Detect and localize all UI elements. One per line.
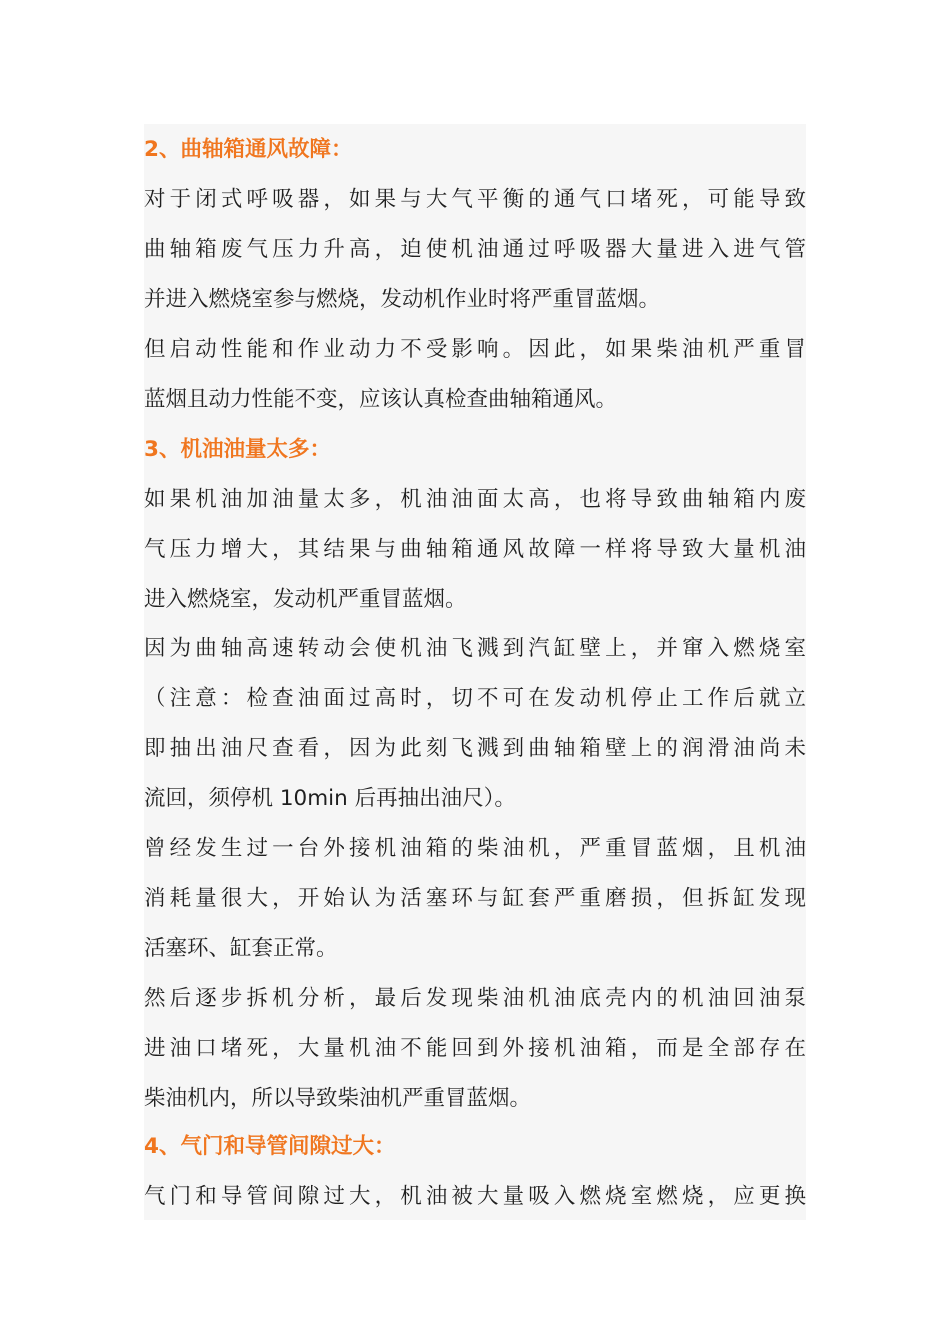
- paragraph-line: 曾经发生过一台外接机油箱的柴油机，严重冒蓝烟，且机油: [144, 836, 806, 861]
- paragraph-line: 但启动性能和作业动力不受影响。因此，如果柴油机严重冒: [144, 337, 806, 362]
- paragraph-line: 进油口堵死，大量机油不能回到外接机油箱，而是全部存在: [144, 1036, 806, 1061]
- paragraph-line: 气压力增大，其结果与曲轴箱通风故障一样将导致大量机油: [144, 537, 806, 562]
- paragraph-line: 蓝烟且动力性能不变，应该认真检查曲轴箱通风。: [144, 387, 618, 412]
- paragraph-line: 柴油机内，所以导致柴油机严重冒蓝烟。: [144, 1086, 532, 1111]
- paragraph-line: 流回，须停机 10min 后再抽出油尺）。: [144, 786, 516, 811]
- paragraph-line: 消耗量很大，开始认为活塞环与缸套严重磨损，但拆缸发现: [144, 886, 806, 911]
- paragraph-line: 并进入燃烧室参与燃烧，发动机作业时将严重冒蓝烟。: [144, 287, 661, 312]
- paragraph-line: 对于闭式呼吸器，如果与大气平衡的通气口堵死，可能导致: [144, 187, 806, 212]
- paragraph-line: （注意：检查油面过高时，切不可在发动机停止工作后就立: [144, 686, 806, 711]
- paragraph-line: 进入燃烧室，发动机严重冒蓝烟。: [144, 587, 467, 612]
- paragraph-line: 活塞环、缸套正常。: [144, 936, 338, 961]
- document-content: [144, 124, 806, 1220]
- section-heading: 3、机油油量太多：: [144, 437, 331, 462]
- paragraph-line: 即抽出油尺查看，因为此刻飞溅到曲轴箱壁上的润滑油尚未: [144, 736, 806, 761]
- paragraph-line: 因为曲轴高速转动会使机油飞溅到汽缸壁上，并窜入燃烧室: [144, 636, 806, 661]
- section-heading: 4、气门和导管间隙过大：: [144, 1134, 396, 1159]
- paragraph-line: 曲轴箱废气压力升高，迫使机油通过呼吸器大量进入进气管: [144, 237, 806, 262]
- paragraph-line: 如果机油加油量太多，机油油面太高，也将导致曲轴箱内废: [144, 487, 806, 512]
- paragraph-line: 然后逐步拆机分析，最后发现柴油机油底壳内的机油回油泵: [144, 986, 806, 1011]
- paragraph-line: 气门和导管间隙过大，机油被大量吸入燃烧室燃烧，应更换: [144, 1184, 806, 1209]
- section-heading: 2、曲轴箱通风故障：: [144, 137, 353, 162]
